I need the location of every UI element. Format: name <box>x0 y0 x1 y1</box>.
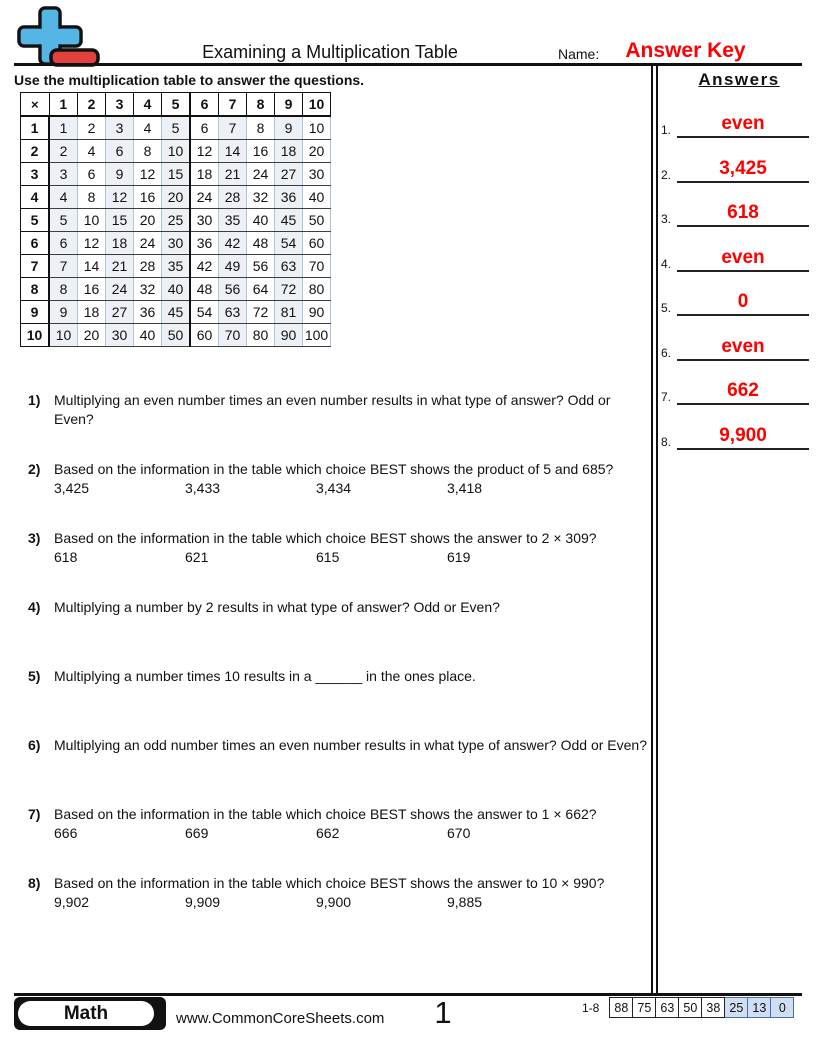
answer-number: 3. <box>661 212 672 226</box>
table-cell: 60 <box>190 324 219 347</box>
table-cell: 4 <box>49 186 78 209</box>
question-text: Based on the information in the table which choice BEST shows the answer to 1 × 662? <box>54 806 597 822</box>
table-row <box>21 278 331 301</box>
table-cell: 36 <box>275 186 303 209</box>
answer-key-name-value: Answer Key <box>625 39 746 62</box>
panel-divider-line <box>656 64 658 994</box>
choice-option[interactable]: 618 <box>54 549 78 565</box>
table-cell: 40 <box>162 278 191 301</box>
table-cell: 9 <box>106 163 134 186</box>
table-cell: 5 <box>49 209 78 232</box>
table-cell: 10 <box>78 209 106 232</box>
score-cell: 25 <box>725 997 748 1018</box>
table-cell: 8 <box>78 186 106 209</box>
choices-row <box>54 824 650 843</box>
table-cell: 15 <box>106 209 134 232</box>
table-cell: 24 <box>134 232 162 255</box>
answer-value: 0 <box>677 291 809 316</box>
answers-heading: Answers <box>698 70 780 89</box>
website-link[interactable]: www.CommonCoreSheets.com <box>176 1010 385 1027</box>
table-col-header: 7 <box>219 93 247 117</box>
score-cell: 38 <box>702 997 725 1018</box>
table-cell: 81 <box>275 301 303 324</box>
score-strip <box>582 997 794 1018</box>
table-row-header: 7 <box>21 255 50 278</box>
answer-item <box>661 110 809 138</box>
answer-value: even <box>677 247 809 272</box>
table-cell: 18 <box>78 301 106 324</box>
answer-item <box>661 422 809 450</box>
question-number: 6) <box>28 737 41 753</box>
table-cell: 35 <box>219 209 247 232</box>
table-cell: 16 <box>134 186 162 209</box>
table-col-header: 4 <box>134 93 162 117</box>
question-number: 4) <box>28 599 41 615</box>
table-row <box>21 116 331 140</box>
table-cell: 72 <box>247 301 275 324</box>
table-cell: 35 <box>162 255 191 278</box>
table-cell: 10 <box>49 324 78 347</box>
choice-option[interactable]: 3,433 <box>185 480 221 496</box>
table-cell: 63 <box>275 255 303 278</box>
table-cell: 64 <box>247 278 275 301</box>
answer-number: 7. <box>661 390 672 404</box>
table-row <box>21 255 331 278</box>
table-cell: 27 <box>275 163 303 186</box>
table-cell: 12 <box>190 140 219 163</box>
score-cell: 0 <box>771 997 794 1018</box>
score-cell: 63 <box>656 997 679 1018</box>
question-block <box>28 460 650 498</box>
score-cell: 88 <box>609 997 633 1018</box>
choice-option[interactable]: 9,902 <box>54 894 90 910</box>
table-header-row <box>21 93 331 117</box>
table-row <box>21 324 331 347</box>
table-cell: 2 <box>49 140 78 163</box>
answer-number: 4. <box>661 257 672 271</box>
table-cell: 20 <box>162 186 191 209</box>
choices-row <box>54 479 650 498</box>
table-col-header: 3 <box>106 93 134 117</box>
multiplication-table <box>20 92 331 347</box>
table-cell: 70 <box>303 255 331 278</box>
question-number: 7) <box>28 806 41 822</box>
table-cell: 14 <box>78 255 106 278</box>
table-cell: 24 <box>190 186 219 209</box>
answer-value: even <box>677 336 809 361</box>
table-cell: 45 <box>275 209 303 232</box>
table-cell: 48 <box>190 278 219 301</box>
table-cell: 72 <box>275 278 303 301</box>
choice-option[interactable]: 3,425 <box>54 480 90 496</box>
table-cell: 100 <box>303 324 331 347</box>
table-cell: 18 <box>275 140 303 163</box>
table-cell: 50 <box>303 209 331 232</box>
question-number: 3) <box>28 530 41 546</box>
subject-label: Math <box>18 1001 154 1026</box>
question-text: Based on the information in the table which choice BEST shows the answer to 10 × 990? <box>54 875 605 891</box>
question-number: 1) <box>28 392 41 408</box>
question-block <box>28 598 650 617</box>
answer-value: 9,900 <box>677 425 809 450</box>
question-number: 2) <box>28 461 41 477</box>
choice-option[interactable]: 662 <box>316 825 340 841</box>
table-cell: 42 <box>190 255 219 278</box>
table-cell: 24 <box>247 163 275 186</box>
plus-minus-logo <box>14 6 102 68</box>
table-row-header: 9 <box>21 301 50 324</box>
table-cell: 6 <box>190 116 219 140</box>
question-block <box>28 736 650 755</box>
question-block <box>28 391 650 429</box>
table-row <box>21 140 331 163</box>
table-cell: 36 <box>190 232 219 255</box>
table-row-header: 1 <box>21 116 50 140</box>
multiplication-table-body <box>21 116 331 347</box>
question-text: Based on the information in the table which choice BEST shows the product of 5 and 685? <box>54 461 614 477</box>
score-cell: 75 <box>633 997 656 1018</box>
table-cell: 21 <box>219 163 247 186</box>
table-cell: 20 <box>78 324 106 347</box>
answer-value: even <box>677 113 809 138</box>
table-row <box>21 209 331 232</box>
choices-row <box>54 548 650 567</box>
choice-option[interactable]: 670 <box>447 825 471 841</box>
table-col-header: 8 <box>247 93 275 117</box>
multiplication-table-head <box>21 93 331 117</box>
choice-option[interactable]: 621 <box>185 549 209 565</box>
table-corner-cell: × <box>21 93 50 117</box>
table-cell: 14 <box>219 140 247 163</box>
question-block <box>28 667 650 686</box>
answer-item <box>661 377 809 405</box>
question-text: Multiplying a number times 10 results in a ______ in the ones place. <box>54 668 476 684</box>
table-cell: 49 <box>219 255 247 278</box>
answer-number: 5. <box>661 301 672 315</box>
table-cell: 18 <box>106 232 134 255</box>
table-cell: 32 <box>247 186 275 209</box>
answer-value: 3,425 <box>677 158 809 183</box>
table-cell: 10 <box>303 116 331 140</box>
table-cell: 12 <box>78 232 106 255</box>
table-cell: 10 <box>162 140 191 163</box>
choice-option[interactable]: 9,909 <box>185 894 221 910</box>
table-cell: 16 <box>78 278 106 301</box>
table-cell: 5 <box>162 116 191 140</box>
answer-number: 1. <box>661 123 672 137</box>
question-block <box>28 874 650 912</box>
table-cell: 8 <box>247 116 275 140</box>
table-cell: 3 <box>49 163 78 186</box>
choice-option[interactable]: 9,900 <box>316 894 352 910</box>
table-row-header: 5 <box>21 209 50 232</box>
table-cell: 40 <box>303 186 331 209</box>
table-row-header: 2 <box>21 140 50 163</box>
table-row <box>21 186 331 209</box>
score-cells <box>609 997 794 1018</box>
page-title: Examining a Multiplication Table <box>202 42 458 62</box>
table-row <box>21 301 331 324</box>
table-cell: 21 <box>106 255 134 278</box>
table-cell: 12 <box>134 163 162 186</box>
choice-option[interactable]: 9,885 <box>447 894 483 910</box>
answer-number: 8. <box>661 435 672 449</box>
table-row-header: 6 <box>21 232 50 255</box>
question-number: 8) <box>28 875 41 891</box>
choice-option[interactable]: 666 <box>54 825 78 841</box>
table-cell: 4 <box>78 140 106 163</box>
table-row-header: 8 <box>21 278 50 301</box>
table-col-header: 2 <box>78 93 106 117</box>
table-cell: 4 <box>134 116 162 140</box>
table-col-header: 1 <box>49 93 78 117</box>
table-col-header: 9 <box>275 93 303 117</box>
table-cell: 54 <box>190 301 219 324</box>
table-cell: 60 <box>303 232 331 255</box>
question-number: 5) <box>28 668 41 684</box>
question-text: Multiplying a number by 2 results in what type of answer? Odd or Even? <box>54 599 500 615</box>
instructions-text: Use the multiplication table to answer the questions. <box>14 72 365 88</box>
table-col-header: 5 <box>162 93 191 117</box>
table-cell: 70 <box>219 324 247 347</box>
table-cell: 15 <box>162 163 191 186</box>
answers-panel <box>651 64 816 994</box>
score-cell: 13 <box>748 997 771 1018</box>
table-cell: 63 <box>219 301 247 324</box>
table-row <box>21 163 331 186</box>
table-cell: 30 <box>106 324 134 347</box>
table-cell: 9 <box>275 116 303 140</box>
table-cell: 45 <box>162 301 191 324</box>
table-cell: 56 <box>219 278 247 301</box>
table-cell: 80 <box>247 324 275 347</box>
table-cell: 40 <box>247 209 275 232</box>
answer-item <box>661 244 809 272</box>
table-cell: 90 <box>303 301 331 324</box>
table-cell: 30 <box>303 163 331 186</box>
choices-row <box>54 893 650 912</box>
page-number: 1 <box>434 995 452 1030</box>
table-cell: 50 <box>162 324 191 347</box>
table-cell: 7 <box>49 255 78 278</box>
table-cell: 24 <box>106 278 134 301</box>
choice-option[interactable]: 619 <box>447 549 471 565</box>
table-cell: 6 <box>49 232 78 255</box>
table-cell: 9 <box>49 301 78 324</box>
table-cell: 18 <box>190 163 219 186</box>
table-cell: 56 <box>247 255 275 278</box>
table-col-header: 6 <box>190 93 219 117</box>
plus-minus-logo-icon <box>14 6 102 68</box>
table-cell: 30 <box>190 209 219 232</box>
answer-value: 662 <box>677 380 809 405</box>
table-cell: 8 <box>134 140 162 163</box>
score-cell: 50 <box>679 997 702 1018</box>
answer-number: 2. <box>661 168 672 182</box>
question-block <box>28 805 650 843</box>
table-row <box>21 232 331 255</box>
answer-item <box>661 155 809 183</box>
panel-divider-line <box>651 64 653 994</box>
choice-option[interactable]: 3,434 <box>316 480 352 496</box>
table-row-header: 3 <box>21 163 50 186</box>
table-cell: 7 <box>219 116 247 140</box>
table-cell: 12 <box>106 186 134 209</box>
table-cell: 40 <box>134 324 162 347</box>
table-cell: 20 <box>303 140 331 163</box>
table-cell: 48 <box>247 232 275 255</box>
table-cell: 36 <box>134 301 162 324</box>
table-cell: 27 <box>106 301 134 324</box>
question-text: Multiplying an even number times an even number results in what type of answer? Odd or Even? <box>54 392 611 427</box>
table-cell: 16 <box>247 140 275 163</box>
table-row-header: 4 <box>21 186 50 209</box>
table-cell: 80 <box>303 278 331 301</box>
answer-item <box>661 333 809 361</box>
table-cell: 1 <box>49 116 78 140</box>
table-cell: 32 <box>134 278 162 301</box>
table-cell: 90 <box>275 324 303 347</box>
table-col-header: 10 <box>303 93 331 117</box>
answer-number: 6. <box>661 346 672 360</box>
subject-badge <box>14 997 166 1030</box>
table-cell: 6 <box>78 163 106 186</box>
table-cell: 42 <box>219 232 247 255</box>
table-cell: 28 <box>219 186 247 209</box>
answer-item <box>661 199 809 227</box>
table-cell: 20 <box>134 209 162 232</box>
choice-option[interactable]: 669 <box>185 825 209 841</box>
table-cell: 3 <box>106 116 134 140</box>
question-text: Based on the information in the table which choice BEST shows the answer to 2 × 309? <box>54 530 597 546</box>
score-range-label: 1-8 <box>582 1000 600 1015</box>
table-cell: 25 <box>162 209 191 232</box>
table-cell: 54 <box>275 232 303 255</box>
table-cell: 28 <box>134 255 162 278</box>
table-cell: 30 <box>162 232 191 255</box>
name-label: Name: <box>558 46 600 62</box>
table-cell: 6 <box>106 140 134 163</box>
table-cell: 8 <box>49 278 78 301</box>
table-cell: 2 <box>78 116 106 140</box>
table-row-header: 10 <box>21 324 50 347</box>
answer-item <box>661 288 809 316</box>
answer-value: 618 <box>677 202 809 227</box>
question-text: Multiplying an odd number times an even number results in what type of answer? Odd or Even? <box>54 737 647 753</box>
choice-option[interactable]: 3,418 <box>447 480 483 496</box>
choice-option[interactable]: 615 <box>316 549 340 565</box>
question-block <box>28 529 650 567</box>
